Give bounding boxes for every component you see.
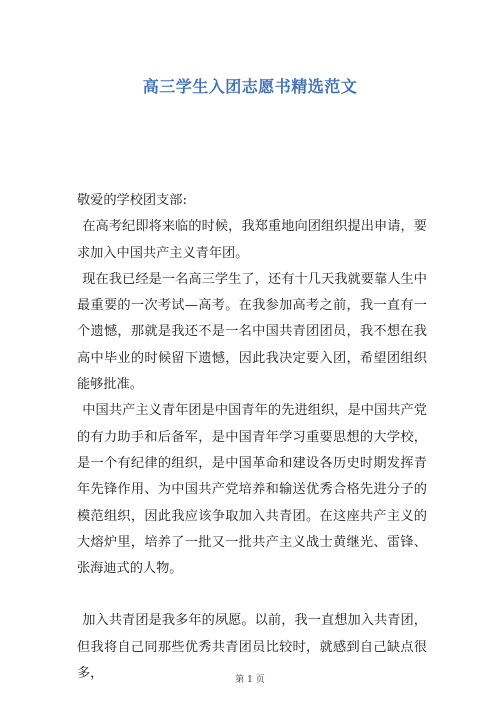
paragraph-3: 中国共产主义青年团是中国青年的先进组织，是中国共产党的有力助手和后备军，是中国青年学习重要思想的大学校，是一个有纪律的组织，是中国革命和建设各历史时期发挥青年先锋作用、为中国共产党培养和输送优秀合格先进分子的模范组织，因此我应该争取加入共青团。在这座共产主义的大熔炉里，培养了一批又一批共产主义战士黄继光、雷锋、张海迪式的人物。 <box>77 403 427 577</box>
document-body <box>77 188 427 687</box>
paragraph-4: 加入共青团是我多年的夙愿。以前，我一直想加入共青团，但我将自己同那些优秀共青团员比较时，就感到自己缺点很多， <box>77 613 427 682</box>
salutation: 敬爱的学校团支部: <box>77 193 187 208</box>
document-title: 高三学生入团志愿书精选范文 <box>142 77 358 96</box>
paragraph-2: 现在我已经是一名高三学生了，还有十几天我就要靠人生中最重要的一次考试—高考。在我参加高考之前，我一直有一个遗憾，那就是我还不是一名中国共青团团员，我不想在我高中毕业的时候留下遗憾，因此我决定要入团，希望团组织能够批准。 <box>77 271 427 393</box>
paragraph-1: 在高考纪即将来临的时候，我郑重地向团组织提出申请，要求加入中国共产主义青年团。 <box>77 219 427 261</box>
page-number: 第 1 页 <box>235 675 265 685</box>
